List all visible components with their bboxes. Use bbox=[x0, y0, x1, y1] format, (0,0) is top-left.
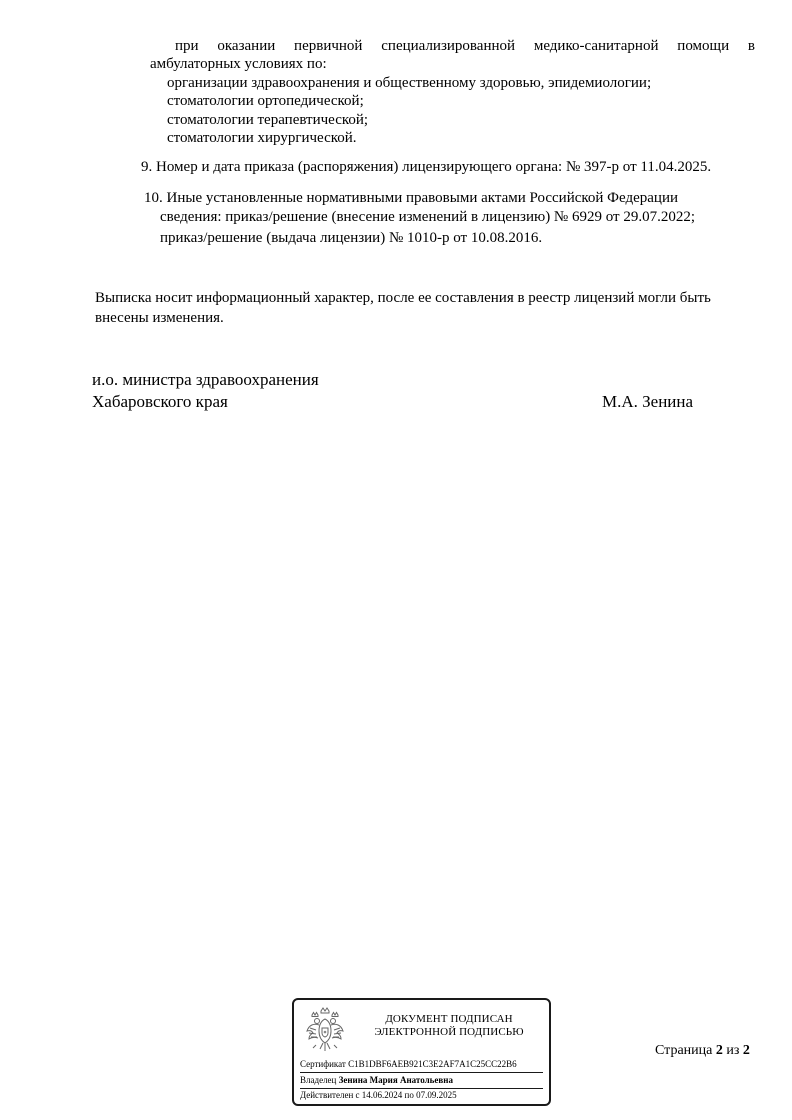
signatory-position-line2: Хабаровского края bbox=[92, 392, 228, 411]
section8-intro-line1: при оказании первичной специализированной медико-санитарной помощи в bbox=[175, 38, 755, 54]
stamp-certificate-row bbox=[300, 1059, 517, 1070]
page-label: Страница bbox=[655, 1043, 713, 1058]
electronic-signature-stamp bbox=[292, 998, 551, 1106]
section8-item: стоматологии ортопедической; bbox=[167, 93, 364, 109]
section8-item: стоматологии хирургической. bbox=[167, 130, 357, 146]
section8-intro-line2: амбулаторных условиях по: bbox=[150, 56, 327, 72]
stamp-certificate-value: C1B1DBF6AEB921C3E2AF7A1C25CC22B6 bbox=[348, 1059, 517, 1069]
item10-line1: 10. Иные установленные нормативными правовыми актами Российской Федерации bbox=[144, 190, 679, 206]
stamp-divider bbox=[300, 1072, 543, 1073]
signatory-position-line1: и.о. министра здравоохранения bbox=[92, 370, 319, 389]
section8-item: организации здравоохранения и общественному здоровью, эпидемиологии; bbox=[167, 75, 652, 91]
stamp-title bbox=[354, 1013, 544, 1039]
stamp-certificate-label: Сертификат bbox=[300, 1059, 346, 1069]
page-of: из bbox=[726, 1043, 740, 1058]
page-total: 2 bbox=[742, 1043, 750, 1058]
item10-line3: приказ/решение (выдача лицензии) № 1010-р от 10.08.2016. bbox=[160, 230, 543, 246]
stamp-owner-row bbox=[300, 1075, 453, 1086]
stamp-validity: Действителен с 14.06.2024 по 07.09.2025 bbox=[300, 1090, 457, 1100]
russian-coat-of-arms-icon bbox=[304, 1007, 346, 1053]
item10-line2: сведения: приказ/решение (внесение изменений в лицензию) № 6929 от 29.07.2022; bbox=[160, 209, 696, 225]
stamp-title-line1: ДОКУМЕНТ ПОДПИСАН bbox=[385, 1013, 513, 1025]
stamp-owner-label: Владелец bbox=[300, 1075, 337, 1085]
stamp-owner-value: Зенина Мария Анатольевна bbox=[338, 1075, 453, 1085]
page-number bbox=[655, 1042, 750, 1059]
notice-line1: Выписка носит информационный характер, после ее составления в реестр лицензий могли быть bbox=[95, 290, 711, 306]
page-current: 2 bbox=[715, 1043, 723, 1058]
stamp-divider bbox=[300, 1088, 543, 1089]
item9-text: 9. Номер и дата приказа (распоряжения) лицензирующего органа: № 397-р от 11.04.2025. bbox=[141, 159, 712, 175]
stamp-title-line2: ЭЛЕКТРОННОЙ ПОДПИСЬЮ bbox=[374, 1026, 524, 1038]
notice-line2: внесены изменения. bbox=[95, 310, 224, 326]
section8-item: стоматологии терапевтической; bbox=[167, 112, 369, 128]
signatory-name: М.А. Зенина bbox=[602, 392, 694, 411]
